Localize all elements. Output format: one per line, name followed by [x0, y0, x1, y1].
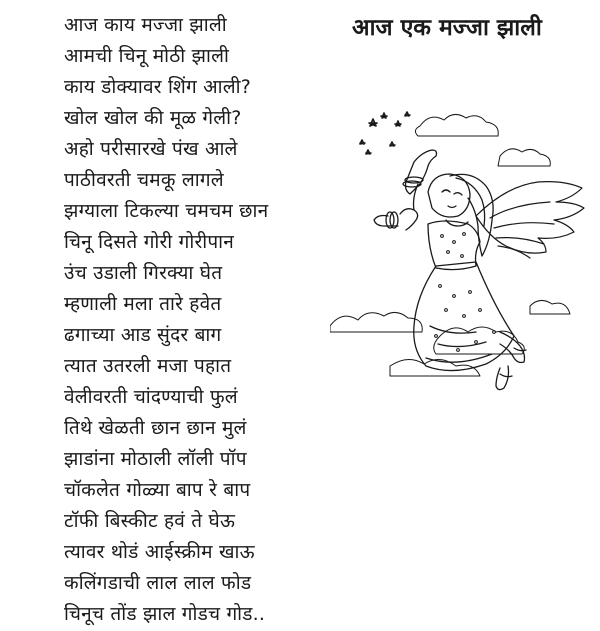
- poem-line: उंच उडाली गिरक्या घेत: [64, 262, 223, 284]
- poem-line: खोल खोल की मूळ गेली?: [64, 107, 242, 129]
- poem-line: झग्याला टिकल्या चमचम छान: [64, 200, 269, 222]
- poem-line: काय डोक्यावर शिंग आली?: [64, 76, 252, 98]
- poem-line: ढगाच्या आड सुंदर बाग: [64, 324, 222, 346]
- poem-line: टॉफी बिस्कीट हवं ते घेऊ: [64, 510, 236, 532]
- poem-line: चिनू दिसते गोरी गोरीपान: [64, 231, 235, 253]
- poem-line: झाडांना मोठाली लॉली पॉप: [64, 448, 247, 470]
- poem-line: कलिंगडाची लाल लाल फोड: [64, 572, 252, 594]
- poem-title: आज एक मज्जा झाली: [352, 15, 542, 41]
- poem-line: चिनूच तोंड झाल गोडच गोड..: [64, 603, 266, 625]
- flying-angel-girl-icon: [330, 96, 590, 396]
- poem-line: वेलीवरती चांदण्याची फुलं: [64, 386, 238, 408]
- poem-line: अहो परीसारखे पंख आले: [64, 138, 238, 160]
- poem-line: म्हणाली मला तारे हवेत: [64, 293, 222, 315]
- dress-icon: [414, 221, 514, 371]
- poem-body: [64, 10, 354, 630]
- poem-line: आज काय मज्जा झाली: [64, 14, 227, 36]
- poem-line: त्यात उतरली मजा पहात: [64, 355, 232, 377]
- poem-line: पाठीवरती चमकू लागले: [64, 169, 224, 191]
- head-icon: [428, 174, 493, 256]
- poem-line: तिथे खेळती छान छान मुलं: [64, 417, 247, 439]
- arms-icon: [374, 150, 437, 230]
- poem-line: आमची चिनू मोठी झाली: [64, 45, 230, 67]
- sparkle-icon: [360, 112, 410, 154]
- poem-line: त्यावर थोडं आईस्क्रीम खाऊ: [64, 541, 255, 563]
- poem-line: चॉकलेत गोळ्या बाप रे बाप: [64, 479, 251, 501]
